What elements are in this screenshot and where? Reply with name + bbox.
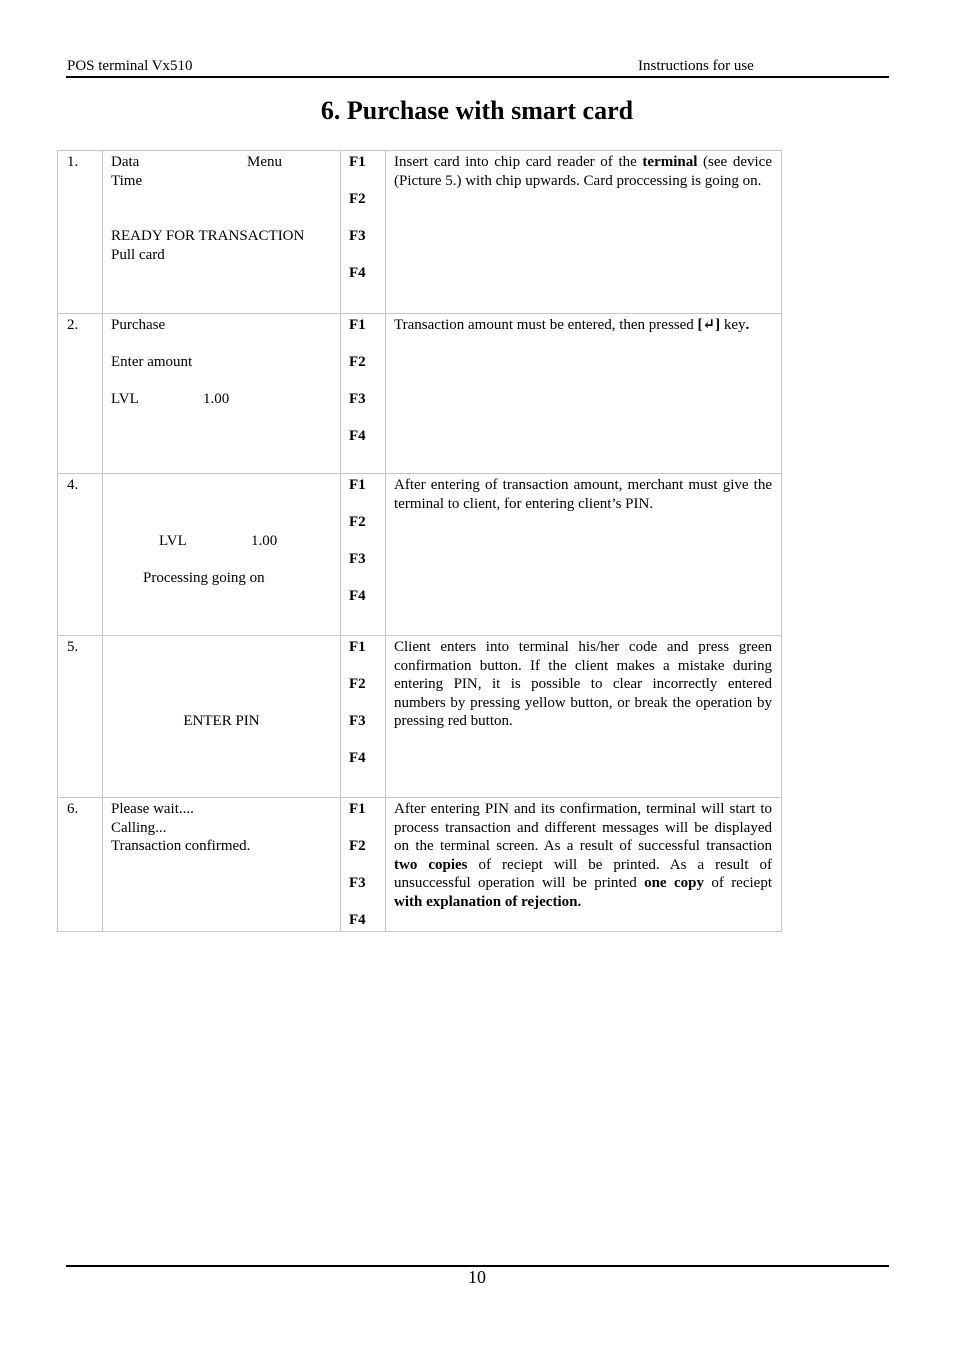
screen-purchase-label: Purchase	[111, 317, 166, 333]
table-row	[58, 314, 782, 474]
screen-wait-label: Please wait....	[111, 801, 194, 817]
steps-table	[57, 150, 782, 932]
screen-confirmed-label: Transaction confirmed.	[111, 838, 251, 854]
table-row	[58, 798, 782, 932]
f2-key-label: F2	[349, 838, 366, 854]
f3-key-label: F3	[349, 875, 366, 891]
f4-key-label: F4	[349, 912, 366, 928]
table-row	[58, 151, 782, 314]
screen-text	[103, 798, 341, 932]
header-rule	[66, 76, 889, 78]
table-row	[58, 636, 782, 798]
f3-key-label: F3	[349, 713, 366, 729]
step-description: After entering PIN and its confirmation, terminal will start to process transaction and different messages will be displayed on the terminal screen. As a result of successful transaction two copies of reciept will be printed. As a result of unsuccessful operation will be printed one copy of reciept with explanation of rejection.	[386, 798, 782, 932]
function-keys	[341, 151, 386, 314]
screen-processing-label: Processing going on	[143, 569, 265, 586]
function-keys	[341, 314, 386, 474]
page-number: 10	[468, 1267, 486, 1287]
step-number: 5.	[58, 636, 103, 798]
step-number: 2.	[58, 314, 103, 474]
f2-key-label: F2	[349, 676, 366, 692]
screen-text	[103, 314, 341, 474]
f3-key-label: F3	[349, 391, 366, 407]
step-description: After entering of transaction amount, merchant must give the terminal to client, for entering client’s PIN.	[386, 474, 782, 636]
screen-pull-card-label: Pull card	[111, 246, 165, 263]
screen-text	[103, 474, 341, 636]
f1-key-label: F1	[349, 154, 366, 170]
screen-amount-value: 1.00	[203, 391, 230, 407]
f1-key-label: F1	[349, 317, 366, 333]
f3-key-label: F3	[349, 551, 366, 567]
screen-ready-label: READY FOR TRANSACTION	[111, 228, 305, 244]
step-description: Client enters into terminal his/her code and press green confirmation button. If the client makes a mistake during entering PIN, it is possible to clear incorrectly entered numbers by pressing yellow button, or break the operation by pressing red button.	[386, 636, 782, 798]
function-keys	[341, 798, 386, 932]
screen-enter-pin-label: ENTER PIN	[183, 713, 260, 729]
f1-key-label: F1	[349, 477, 366, 493]
f4-key-label: F4	[349, 588, 366, 604]
function-keys	[341, 474, 386, 636]
f2-key-label: F2	[349, 191, 366, 207]
header-right: Instructions for use	[638, 58, 754, 74]
screen-currency-label: LVL	[111, 391, 139, 407]
step-number: 1.	[58, 151, 103, 314]
screen-text	[103, 636, 341, 798]
step-number: 6.	[58, 798, 103, 932]
f2-key-label: F2	[349, 514, 366, 530]
screen-calling-label: Calling...	[111, 819, 167, 836]
f1-key-label: F1	[349, 801, 366, 817]
function-keys	[341, 636, 386, 798]
screen-menu-label: Menu	[247, 154, 282, 170]
screen-time-label: Time	[111, 172, 143, 189]
f4-key-label: F4	[349, 428, 366, 444]
f4-key-label: F4	[349, 265, 366, 281]
screen-amount-value: 1.00	[251, 532, 278, 549]
step-description: Insert card into chip card reader of the terminal (see device (Picture 5.) with chip upwards. Card proccessing is going on.	[386, 151, 782, 314]
f1-key-label: F1	[349, 639, 366, 655]
screen-data-label: Data	[111, 154, 140, 170]
screen-enter-amount-label: Enter amount	[111, 354, 193, 370]
header-left: POS terminal Vx510	[67, 58, 193, 74]
screen-currency-label: LVL	[159, 532, 187, 549]
step-description: Transaction amount must be entered, then pressed [↵] key.	[386, 314, 782, 474]
screen-text	[103, 151, 341, 314]
enter-key-icon: [↵]	[697, 317, 721, 333]
f3-key-label: F3	[349, 228, 366, 244]
table-row	[58, 474, 782, 636]
f2-key-label: F2	[349, 354, 366, 370]
step-number: 4.	[58, 474, 103, 636]
page-title: 6. Purchase with smart card	[320, 96, 634, 125]
f4-key-label: F4	[349, 750, 366, 766]
